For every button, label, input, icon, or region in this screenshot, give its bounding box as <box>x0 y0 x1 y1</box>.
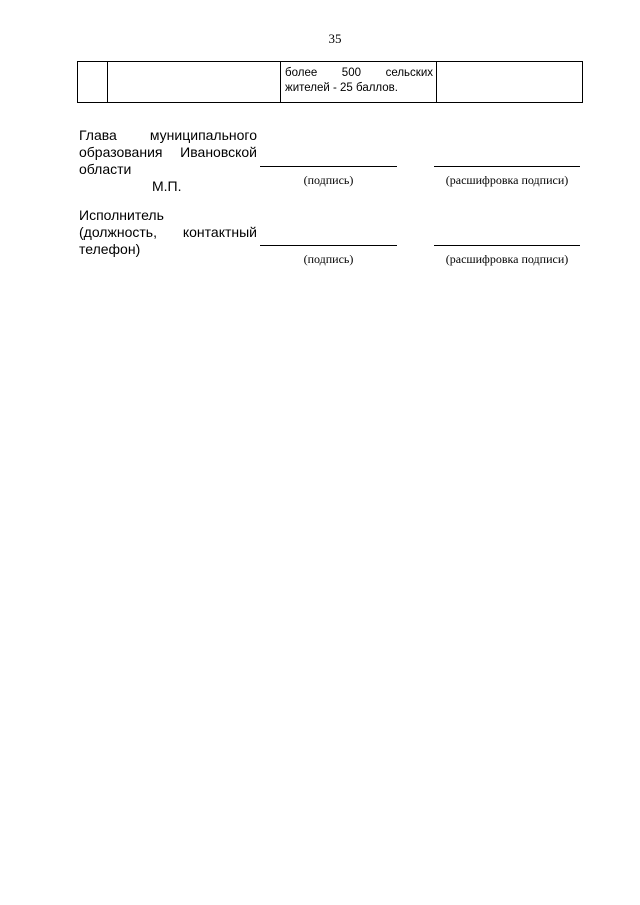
page-number: 35 <box>328 31 342 46</box>
label-line: образования Ивановской <box>79 144 257 160</box>
signature-line <box>260 166 397 167</box>
criteria-table <box>77 61 583 103</box>
table-row <box>78 62 583 103</box>
table-cell-score-text <box>281 62 437 103</box>
seal-mark: М.П. <box>152 178 182 194</box>
table-cell-number <box>78 62 108 103</box>
decryption-line <box>434 245 580 246</box>
signature-caption: (подпись) <box>303 252 354 266</box>
label-line: телефон) <box>79 241 141 257</box>
decryption-caption: (расшифровка подписи) <box>445 173 569 187</box>
table-cell-score <box>437 62 583 103</box>
cell-text-line-1: более 500 сельских <box>285 67 433 79</box>
cell-text-line-2: жителей - 25 баллов. <box>285 82 398 94</box>
table-cell-criterion <box>108 62 281 103</box>
executor-label <box>79 207 257 258</box>
label-line: (должность, контактный <box>79 224 257 240</box>
label-line: области <box>79 161 132 177</box>
head-of-municipality-label <box>79 127 257 178</box>
signature-line <box>260 245 397 246</box>
signature-caption: (подпись) <box>303 173 354 187</box>
label-line: Глава муниципального <box>79 127 257 143</box>
decryption-caption: (расшифровка подписи) <box>445 252 569 266</box>
label-line: Исполнитель <box>79 207 164 223</box>
decryption-line <box>434 166 580 167</box>
